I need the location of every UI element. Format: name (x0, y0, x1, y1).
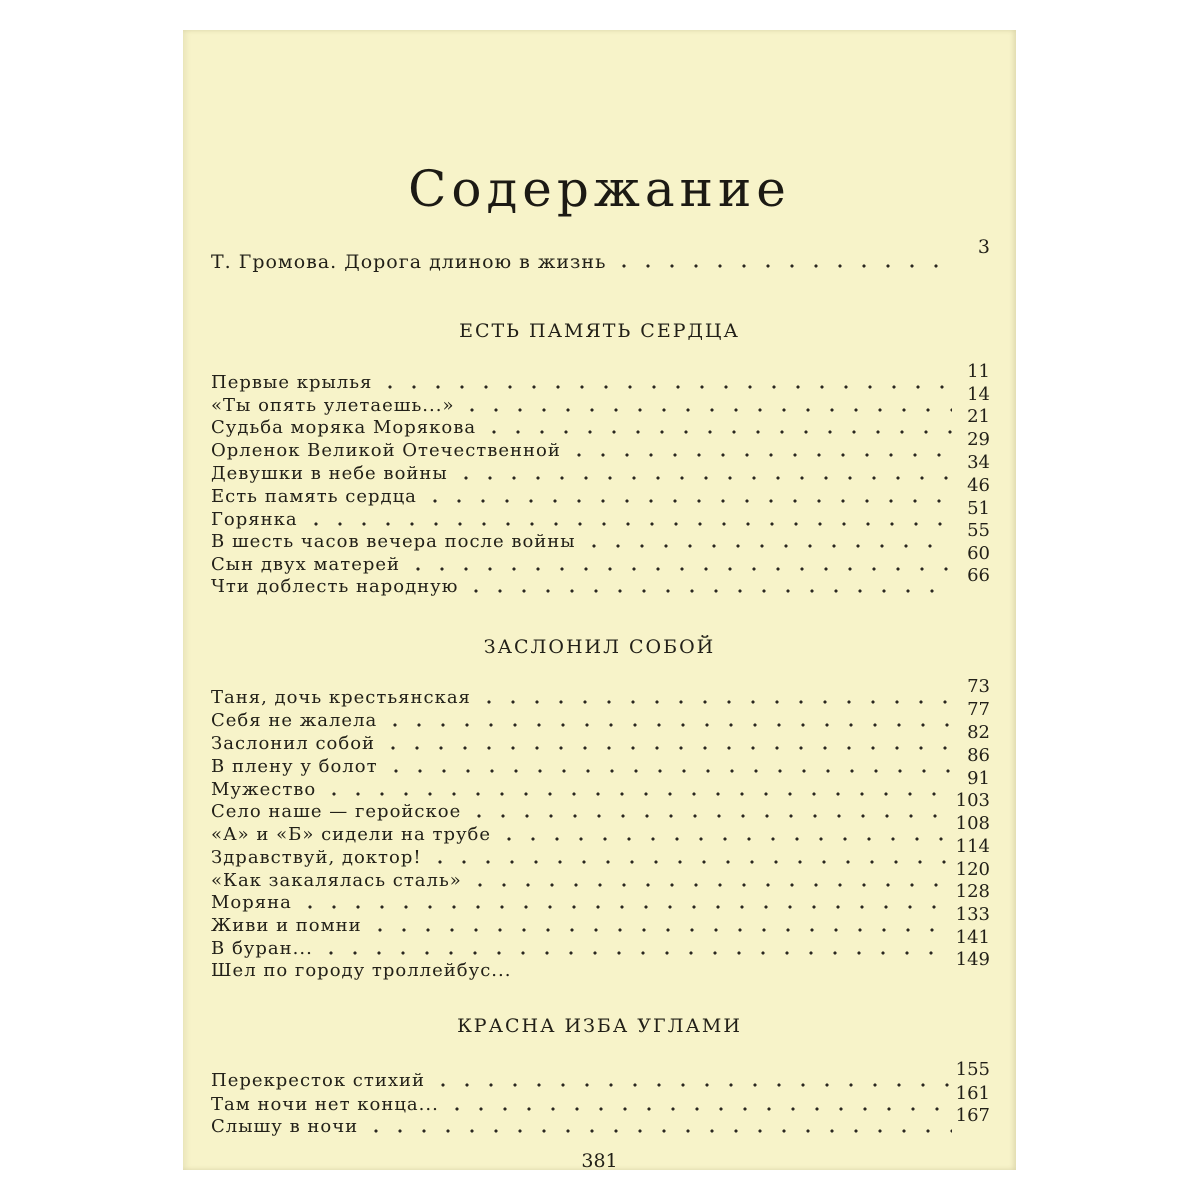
toc-entry-text: Шел по городу троллейбус... (211, 960, 512, 981)
toc-entry-text: Девушки в небе войны (211, 463, 448, 484)
toc-entry-page: 29 (967, 429, 990, 450)
toc-entry (211, 790, 990, 823)
toc-entry-page: 108 (955, 813, 990, 834)
toc-entry (211, 361, 990, 394)
toc-entry-page: 114 (955, 836, 990, 857)
toc-entry-text: «Ты опять улетаешь...» (211, 395, 455, 416)
toc-entry-text: Перекресток стихий (211, 1070, 425, 1091)
toc-entry-page: 128 (955, 881, 990, 902)
toc-entry-text: Судьба моряка Морякова (211, 417, 477, 438)
toc-entry (211, 475, 990, 508)
dot-leader (460, 407, 952, 413)
dot-leader (468, 882, 952, 888)
section-heading: ЕСТЬ ПАМЯТЬ СЕРДЦА (459, 320, 740, 342)
dot-leader (445, 1106, 952, 1112)
toc-entry-text: Заслонил собой (211, 733, 376, 754)
toc-entry-text: Здравствуй, доктор! (211, 847, 422, 868)
toc-entry-text: «А» и «Б» сидели на трубе (211, 824, 492, 845)
toc-entry-text: Мужество (211, 779, 317, 800)
toc-entry (211, 520, 990, 553)
dot-leader (298, 904, 952, 910)
toc-entry-page: 141 (955, 927, 990, 948)
toc-entry-page: 34 (967, 452, 990, 473)
toc-entry-page: 51 (967, 498, 990, 519)
toc-entry-page: 167 (955, 1105, 990, 1126)
toc-entry-page: 55 (967, 520, 990, 541)
toc-entry-text: Моряна (211, 892, 292, 913)
toc-entry-text: Себя не жалела (211, 710, 378, 731)
toc-entry (211, 722, 990, 755)
toc-entry-text: Таня, дочь крестьянская (211, 687, 471, 708)
dot-leader (464, 588, 952, 594)
toc-entry-page: 133 (955, 904, 990, 925)
toc-entry-page: 120 (955, 859, 990, 880)
toc-entry (211, 676, 990, 709)
toc-entry (211, 1059, 990, 1092)
toc-entry (211, 745, 990, 778)
dot-leader (368, 927, 952, 933)
toc-entry-page: 14 (967, 384, 990, 405)
toc-entry (211, 565, 990, 598)
dot-leader (364, 1128, 952, 1134)
toc-entry (211, 1105, 990, 1138)
dot-leader (477, 699, 952, 705)
toc-entry-text: Есть память сердца (211, 486, 417, 507)
toc-entry-text: Живи и помни (211, 915, 362, 936)
toc-entry-page: 149 (955, 949, 990, 970)
dot-leader (381, 745, 952, 751)
toc-entry-text: Сын двух матерей (211, 554, 401, 575)
toc-entry-page: 60 (967, 543, 990, 564)
toc-entry-text: Орленок Великой Отечественной (211, 440, 561, 461)
dot-leader (567, 452, 952, 458)
toc-entry-page: 46 (967, 475, 990, 496)
dot-leader (378, 384, 952, 390)
toc-entry (211, 904, 990, 937)
toc-entry-page: 91 (967, 768, 990, 789)
dot-leader (431, 1082, 952, 1088)
dot-leader (582, 543, 952, 549)
toc-entry (211, 699, 990, 732)
toc-entry-text: Там ночи нет конца... (211, 1094, 439, 1115)
dot-leader (612, 263, 952, 269)
toc-entry-page: 73 (967, 676, 990, 697)
toc-entry-page: 77 (967, 699, 990, 720)
toc-entry (211, 406, 990, 439)
toc-entry-page: 103 (955, 790, 990, 811)
dot-leader (319, 950, 952, 956)
toc-entry-page: 86 (967, 745, 990, 766)
section-heading: ЗАСЛОНИЛ СОБОЙ (483, 636, 716, 658)
toc-entry-text: Т. Громова. Дорога длиною в жизнь (211, 251, 607, 273)
toc-entry-text: В буран... (211, 938, 313, 959)
section-heading: КРАСНА ИЗБА УГЛАМИ (457, 1015, 742, 1037)
toc-entry (211, 813, 990, 846)
toc-entry-page: 3 (977, 236, 990, 258)
toc-entry-text: Село наше — геройское (211, 801, 462, 822)
dot-leader (383, 722, 952, 728)
dot-leader (482, 429, 952, 435)
toc-entry-text: Чти доблесть народную (211, 576, 459, 597)
toc-entry-page: 161 (955, 1083, 990, 1104)
toc-entry-text: В шесть часов вечера после войны (211, 531, 576, 552)
dot-leader (304, 521, 952, 527)
toc-entry (211, 836, 990, 869)
toc-entry-text: Слышу в ночи (211, 1116, 359, 1137)
toc-entry-text: Горянка (211, 509, 298, 530)
dot-leader (406, 566, 952, 572)
dot-leader (423, 498, 952, 504)
dot-leader (428, 859, 952, 865)
toc-entry-page: 82 (967, 722, 990, 743)
toc-entry-page: 11 (967, 361, 990, 382)
toc-entry-page: 66 (967, 565, 990, 586)
toc-entry-page: 21 (967, 406, 990, 427)
page-number: 381 (581, 1150, 618, 1172)
book-page (183, 30, 1016, 1170)
toc-entry-text: В плену у болот (211, 756, 378, 777)
dot-leader (497, 836, 952, 842)
toc-entry (211, 881, 990, 914)
dot-leader (454, 475, 952, 481)
dot-leader (384, 768, 952, 774)
page-title: Содержание (408, 160, 791, 218)
toc-entry (211, 949, 990, 982)
toc-entry-intro (211, 236, 990, 273)
toc-entry-text: Первые крылья (211, 372, 373, 393)
toc-entry-text: «Как закалялась сталь» (211, 870, 462, 891)
dot-leader (467, 813, 952, 819)
toc-entry (211, 452, 990, 485)
toc-entry-page: 155 (955, 1059, 990, 1080)
toc-entry (211, 429, 990, 462)
dot-leader (322, 791, 952, 797)
